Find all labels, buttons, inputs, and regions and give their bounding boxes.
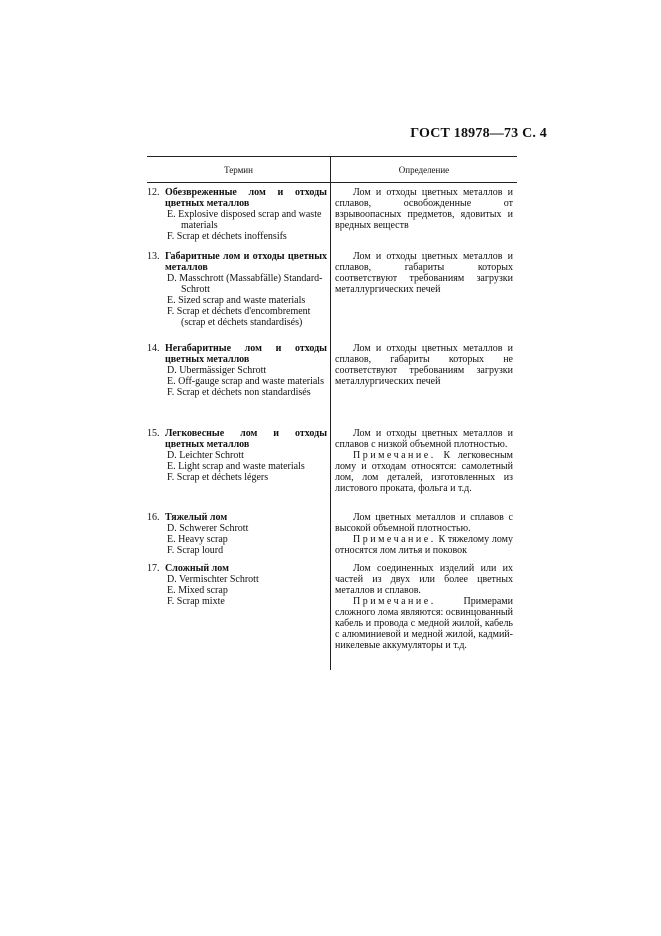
term-number: 17.: [147, 563, 160, 574]
definition-cell: [335, 428, 513, 494]
term-cell: [147, 512, 327, 556]
term-number: 12.: [147, 187, 160, 198]
term-name: Тяжелый лом: [165, 512, 228, 523]
definition-cell: [335, 563, 513, 651]
definition-text: Лом соединенных изделий или их частей из двух или более цветных металлов и сплавов.: [335, 563, 513, 596]
note-label: Примечание.: [353, 450, 436, 461]
term-translation: F. Scrap et déchets non standardisés: [167, 387, 311, 398]
term-translation: D. Leichter Schrott: [167, 450, 244, 461]
definition-text: Лом и отходы цветных металлов и сплавов, освобожденные от взрывоопасных предметов, ядовитых и вредных веществ: [335, 187, 513, 231]
term-number: 16.: [147, 512, 160, 523]
term-translation: E. Off-gauge scrap and waste materials: [167, 376, 324, 387]
definition-cell: [335, 251, 513, 295]
term-translation: F. Scrap lourd: [167, 545, 224, 556]
term-number: 13.: [147, 251, 160, 262]
term-cell: [147, 343, 327, 398]
note-label: Примечание.: [353, 596, 436, 607]
term-number: 15.: [147, 428, 160, 439]
term-name: Габаритные лом и отходы цветных металлов: [165, 251, 327, 273]
term-number: 14.: [147, 343, 160, 354]
term-translation: E. Sized scrap and waste materials: [167, 295, 306, 306]
term-translation: D. Vermischter Schrott: [167, 574, 259, 585]
column-header-terms: Термин: [224, 165, 253, 175]
term-translation: D. Schwerer Schrott: [167, 523, 249, 534]
definition-text: Лом и отходы цветных металлов и сплавов, габариты которых соответствуют требованиям загрузки металлургических печей: [335, 251, 513, 295]
definition-text: Лом и отходы цветных металлов и сплавов с низкой объемной плотностью.: [335, 428, 513, 450]
definition-text: Лом и отходы цветных металлов и сплавов, габариты которых не соответствуют требованиям загрузки металлургических печей: [335, 343, 513, 387]
term-name: Сложный лом: [165, 563, 229, 574]
note-text: Примерами сложного лома являются: освинцованный кабель и провода с медной жилой, кабель с алюминиевой и медной жилой, кадмий-никелевые аккумуляторы и т.д.: [335, 596, 513, 651]
term-name: Обезвреженные лом и отходы цветных металлов: [165, 187, 327, 209]
term-cell: [147, 428, 327, 483]
definition-cell: [335, 512, 513, 556]
page-header: ГОСТ 18978—73 С. 4: [410, 126, 547, 141]
note-label: Примечание.: [353, 534, 436, 545]
definition-note: [335, 534, 513, 556]
term-cell: [147, 251, 327, 328]
term-translation: D. Ubermässiger Schrott: [167, 365, 267, 376]
term-translation: F. Scrap mixte: [167, 596, 225, 607]
definition-note: [335, 596, 513, 651]
definition-cell: [335, 343, 513, 387]
term-translation: E. Heavy scrap: [167, 534, 228, 545]
term-name: Легковесные лом и отходы цветных металлов: [165, 428, 327, 450]
definition-cell: [335, 187, 513, 231]
definition-note: [335, 450, 513, 494]
table-header-rule: [147, 182, 517, 183]
term-translation: F. Scrap et déchets légers: [167, 472, 269, 483]
definition-text: Лом цветных металлов и сплавов с высокой объемной плотностью.: [335, 512, 513, 534]
term-translation: F. Scrap et déchets d'encombrement (scrap et déchets standardisés): [167, 306, 311, 328]
term-translation: E. Explosive disposed scrap and waste materials: [167, 209, 322, 231]
term-translation: E. Mixed scrap: [167, 585, 228, 596]
note-text: К легковесным лому и отходам относятся: самолетный лом, лом деталей, изготовленных из листового проката, фольга и т.д.: [335, 450, 513, 494]
column-header-definition: Определение: [398, 165, 450, 175]
note-text: К тяжелому лому относятся лом литья и поковок: [335, 534, 514, 556]
term-translation: E. Light scrap and waste materials: [167, 461, 305, 472]
term-cell: [147, 187, 327, 242]
table-top-rule: [147, 156, 517, 157]
term-name: Негабаритные лом и отходы цветных металлов: [165, 343, 327, 365]
term-translation: D. Masschrott (Massabfälle) Standard-Schrott: [167, 273, 323, 295]
term-translation: F. Scrap et déchets inoffensifs: [167, 231, 287, 242]
term-cell: [147, 563, 327, 607]
column-divider: [330, 156, 331, 670]
